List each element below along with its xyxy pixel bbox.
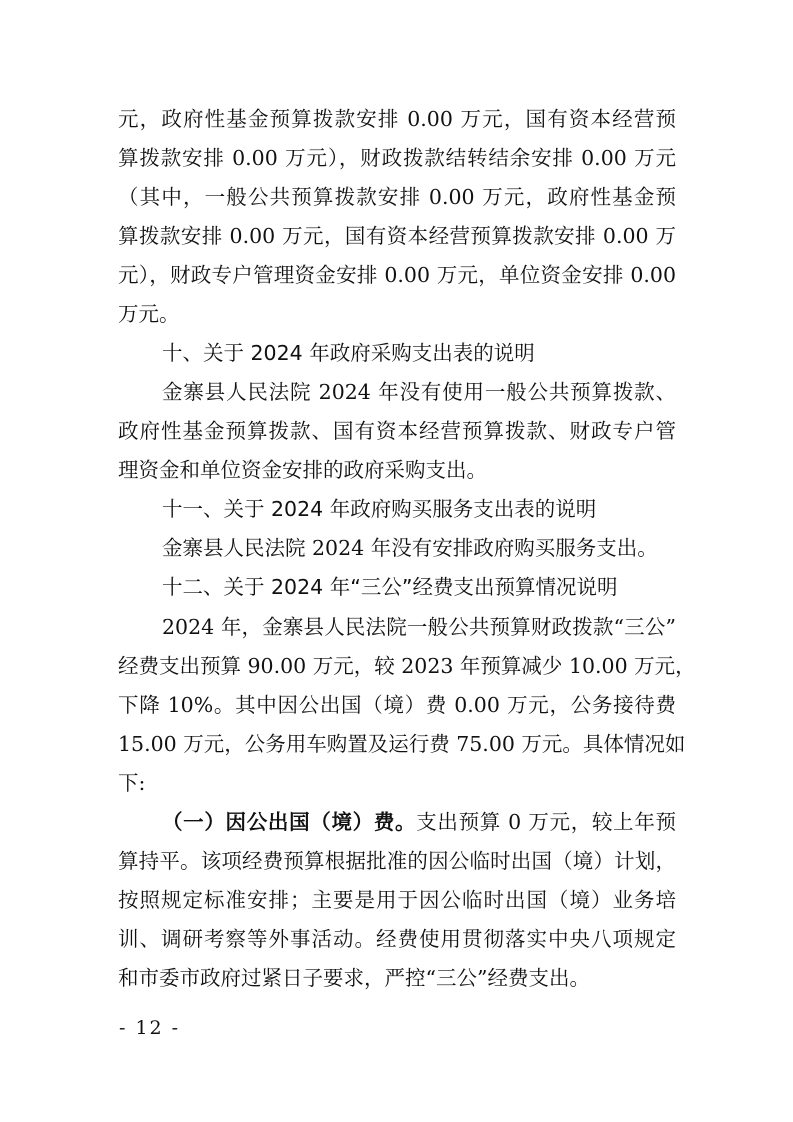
paragraph-line: 下降 10%。其中因公出国（境）费 0.00 万元，公务接待费 <box>118 693 676 717</box>
paragraph-line: 下: <box>118 771 146 795</box>
paragraph-line: 算拨款安排 0.00 万元），财政拨款结转结余安排 0.00 万元 <box>118 146 676 170</box>
paragraph-line: 万元。 <box>118 302 180 326</box>
section-heading: 十、关于 2024 年政府采购支出表的说明 <box>162 341 535 365</box>
paragraph-line: 元，政府性基金预算拨款安排 0.00 万元，国有资本经营预 <box>118 107 676 131</box>
paragraph-line: 金寨县人民法院 2024 年没有安排政府购买服务支出。 <box>162 536 658 560</box>
paragraph-line: 和市委市政府过紧日子要求，严控“三公”经费支出。 <box>118 966 590 990</box>
paragraph-line: 训、调研考察等外事活动。经费使用贯彻落实中央八项规定 <box>118 927 676 951</box>
paragraph-line: 经费支出预算 90.00 万元，较 2023 年预算减少 10.00 万元， <box>118 654 696 678</box>
item-first-line <box>162 809 676 835</box>
section-heading: 十一、关于 2024 年政府购买服务支出表的说明 <box>162 497 597 521</box>
item-text: 支出预算 0 万元，较上年预 <box>416 810 677 834</box>
section-heading: 十二、关于 2024 年“三公”经费支出预算情况说明 <box>162 575 618 599</box>
paragraph-line: （其中，一般公共预算拨款安排 0.00 万元，政府性基金预 <box>118 185 676 209</box>
paragraph-line: 算持平。该项经费预算根据批准的因公临时出国（境）计划， <box>118 849 676 873</box>
paragraph-line: 政府性基金预算拨款、国有资本经营预算拨款、财政专户管 <box>118 419 676 443</box>
paragraph-line: 理资金和单位资金安排的政府采购支出。 <box>118 458 487 482</box>
paragraph-line: 金寨县人民法院 2024 年没有使用一般公共预算拨款、 <box>162 380 676 404</box>
paragraph-line: 2024 年，金寨县人民法院一般公共预算财政拨款“三公” <box>162 615 676 639</box>
item-title: （一）因公出国（境）费。 <box>162 810 417 834</box>
paragraph-line: 按照规定标准安排；主要是用于因公临时出国（境）业务培 <box>118 888 676 912</box>
paragraph-line: 元），财政专户管理资金安排 0.00 万元，单位资金安排 0.00 <box>118 263 676 287</box>
paragraph-line: 算拨款安排 0.00 万元，国有资本经营预算拨款安排 0.00 万 <box>118 224 676 248</box>
paragraph-line: 15.00 万元，公务用车购置及运行费 75.00 万元。具体情况如 <box>118 732 686 756</box>
page-number: - 12 - <box>119 1017 181 1039</box>
